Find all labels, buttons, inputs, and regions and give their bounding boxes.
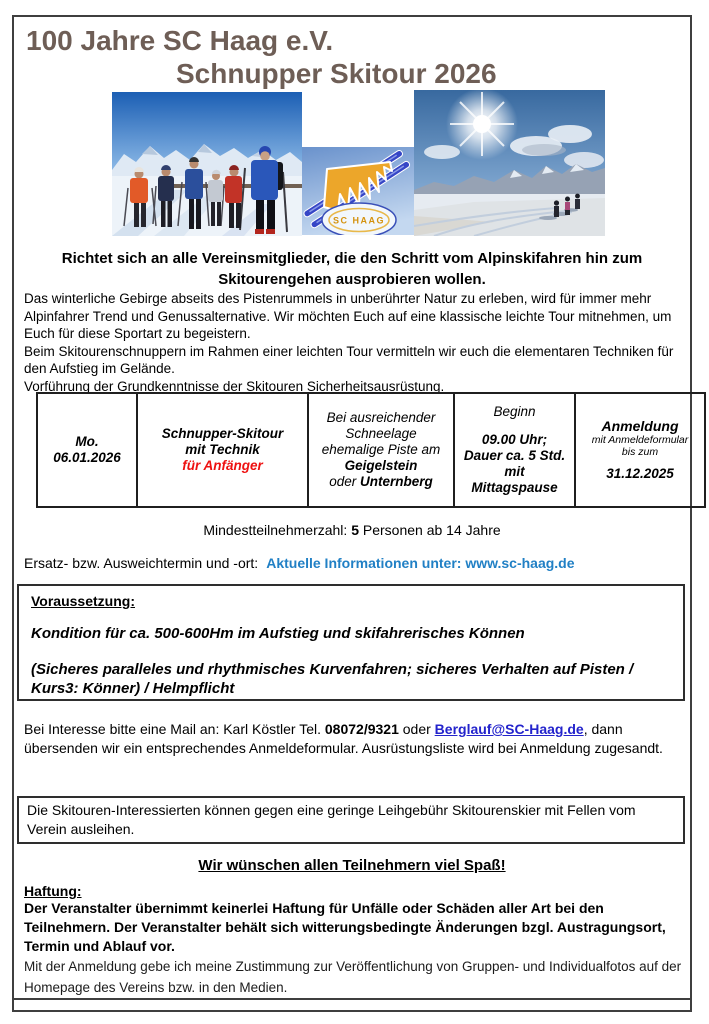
info-link[interactable]: Aktuelle Informationen unter: www.sc-haag.de (266, 555, 575, 571)
liability-section (24, 883, 684, 998)
min-participants-line (14, 522, 690, 538)
date-line1: Mo. (75, 434, 99, 449)
phone-number: 08072/9321 (324, 721, 399, 737)
club-logo-image (302, 147, 415, 235)
registration-sub1: mit Anmeldeformular (591, 434, 689, 446)
tour-line2: mit Technik (185, 442, 260, 457)
rental-text: Die Skitouren-Interessierten können gegen eine geringe Leihgebühr Skitourenskier mit Fellen vom Verein ausleihen. (27, 802, 636, 837)
requirements-heading: Voraussetzung: (31, 593, 135, 609)
contact-part2: oder (398, 721, 435, 737)
registration-spacer (578, 458, 702, 466)
date-line2: 06.01.2026 (53, 450, 121, 465)
tour-cell (137, 393, 308, 507)
schedule-begin-label: Beginn (493, 404, 536, 419)
schedule-duration: Dauer ca. 5 Std. (463, 448, 566, 463)
location-line2: Schneelage (345, 426, 417, 441)
event-table-row (37, 393, 705, 507)
location-or: oder (329, 474, 360, 489)
registration-deadline: 31.12.2025 (606, 466, 674, 481)
schedule-mit: mit (504, 464, 525, 479)
schedule-spacer (457, 420, 572, 432)
liability-heading: Haftung: (24, 883, 82, 899)
location-name-1: Geigelstein (344, 458, 418, 473)
registration-cell (575, 393, 705, 507)
requirements-detail: (Sicheres paralleles und rhythmisches Kurvenfahren; sicheres Verhalten auf Pisten / Kurs3: Könner) / Helmpflicht (31, 661, 634, 697)
page-frame (12, 15, 692, 1012)
event-table (36, 392, 706, 508)
page-title-line2: Schnupper Skitour 2026 (176, 58, 497, 89)
registration-title: Anmeldung (601, 418, 679, 434)
intro-headline (14, 248, 690, 290)
date-cell (37, 393, 137, 507)
tour-highlight: für Anfänger (182, 458, 263, 473)
club-logo-text: SC HAAG (332, 215, 386, 226)
group-photo-image (112, 92, 302, 236)
photo-consent-text: Mit der Anmeldung gebe ich meine Zustimmung zur Veröffentlichung von Gruppen- und Individualfotos auf der Homepage des Vereins bzw. in den Medien. (24, 959, 682, 995)
intro-paragraph-2: Beim Skitourenschnuppern im Rahmen einer leichten Tour vermitteln wir euch die elementaren Techniken für den Aufstieg im Gelände. (24, 343, 674, 376)
location-line5 (311, 474, 451, 490)
schedule-time: 09.00 Uhr; (481, 432, 548, 447)
closing-line: Wir wünschen allen Teilnehmern viel Spaß! (198, 857, 506, 874)
alternative-date-line (24, 555, 575, 571)
club-logo-graphic (302, 147, 415, 235)
liability-bold-text: Der Veranstalter übernimmt keinerlei Haftung für Unfälle oder Schäden aller Art bei den Teilnehmern. Der Veranstalter behält sich witterungsbedingte Änderungen bzgl. Austragungsort, Termin und Ablauf vor. (24, 900, 666, 954)
contact-part3: , dann übersenden wir ein entsprechendes Anmeldeformular. Ausrüstungsliste wird bei Anmeldung zugesandt. (24, 721, 663, 756)
alternative-date-label: Ersatz- bzw. Ausweichtermin und -ort: (24, 555, 259, 571)
min-participants-prefix: Mindestteilnehmerzahl: (203, 522, 352, 538)
requirements-condition: Kondition für ca. 500-600Hm im Aufstieg und skifahrerisches Können (31, 625, 525, 642)
intro-paragraph-3: Vorführung der Grundkenntnisse der Skitouren Sicherheitsausrüstung. (24, 378, 445, 394)
intro-paragraph-1: Das winterliche Gebirge abseits des Pistenrummels in unberührter Natur zu erleben, wird für immer mehr Alpinfahrer Trend und Genussalternative. Wir möchten Euch auf eine klassische leichte Tour mitnehmen, um Euch für diese Sportart zu begeistern. (24, 291, 672, 341)
intro-body (24, 290, 682, 395)
schedule-break: Mittagspause (471, 480, 558, 495)
location-name-2: Unternberg (360, 474, 433, 489)
snowscape-photo-graphic (414, 90, 605, 236)
registration-sub2: bis zum (621, 446, 659, 458)
group-photo-graphic (112, 92, 302, 236)
intro-headline-text: Richtet sich an alle Vereinsmitglieder, die den Schritt vom Alpinskifahren hin zum Skitourengehen ausprobieren wollen. (61, 250, 643, 288)
tour-line1: Schnupper-Skitour (161, 426, 284, 441)
min-participants-count: 5 (351, 522, 359, 538)
contact-paragraph (24, 720, 682, 758)
snowscape-photo-image (414, 90, 605, 236)
min-participants-suffix: Personen ab 14 Jahre (359, 522, 501, 538)
location-line1: Bei ausreichender (326, 410, 436, 425)
rental-box (17, 796, 685, 844)
email-link[interactable]: Berglauf@SC-Haag.de (434, 721, 584, 737)
footer-strip (14, 1000, 690, 1010)
requirements-box (17, 584, 685, 701)
location-cell (308, 393, 454, 507)
page-title-line1: 100 Jahre SC Haag e.V. (26, 25, 334, 56)
contact-part1: Bei Interesse bitte eine Mail an: Karl Köstler Tel. (24, 721, 325, 737)
schedule-cell (454, 393, 575, 507)
location-line3: ehemalige Piste am (321, 442, 441, 457)
